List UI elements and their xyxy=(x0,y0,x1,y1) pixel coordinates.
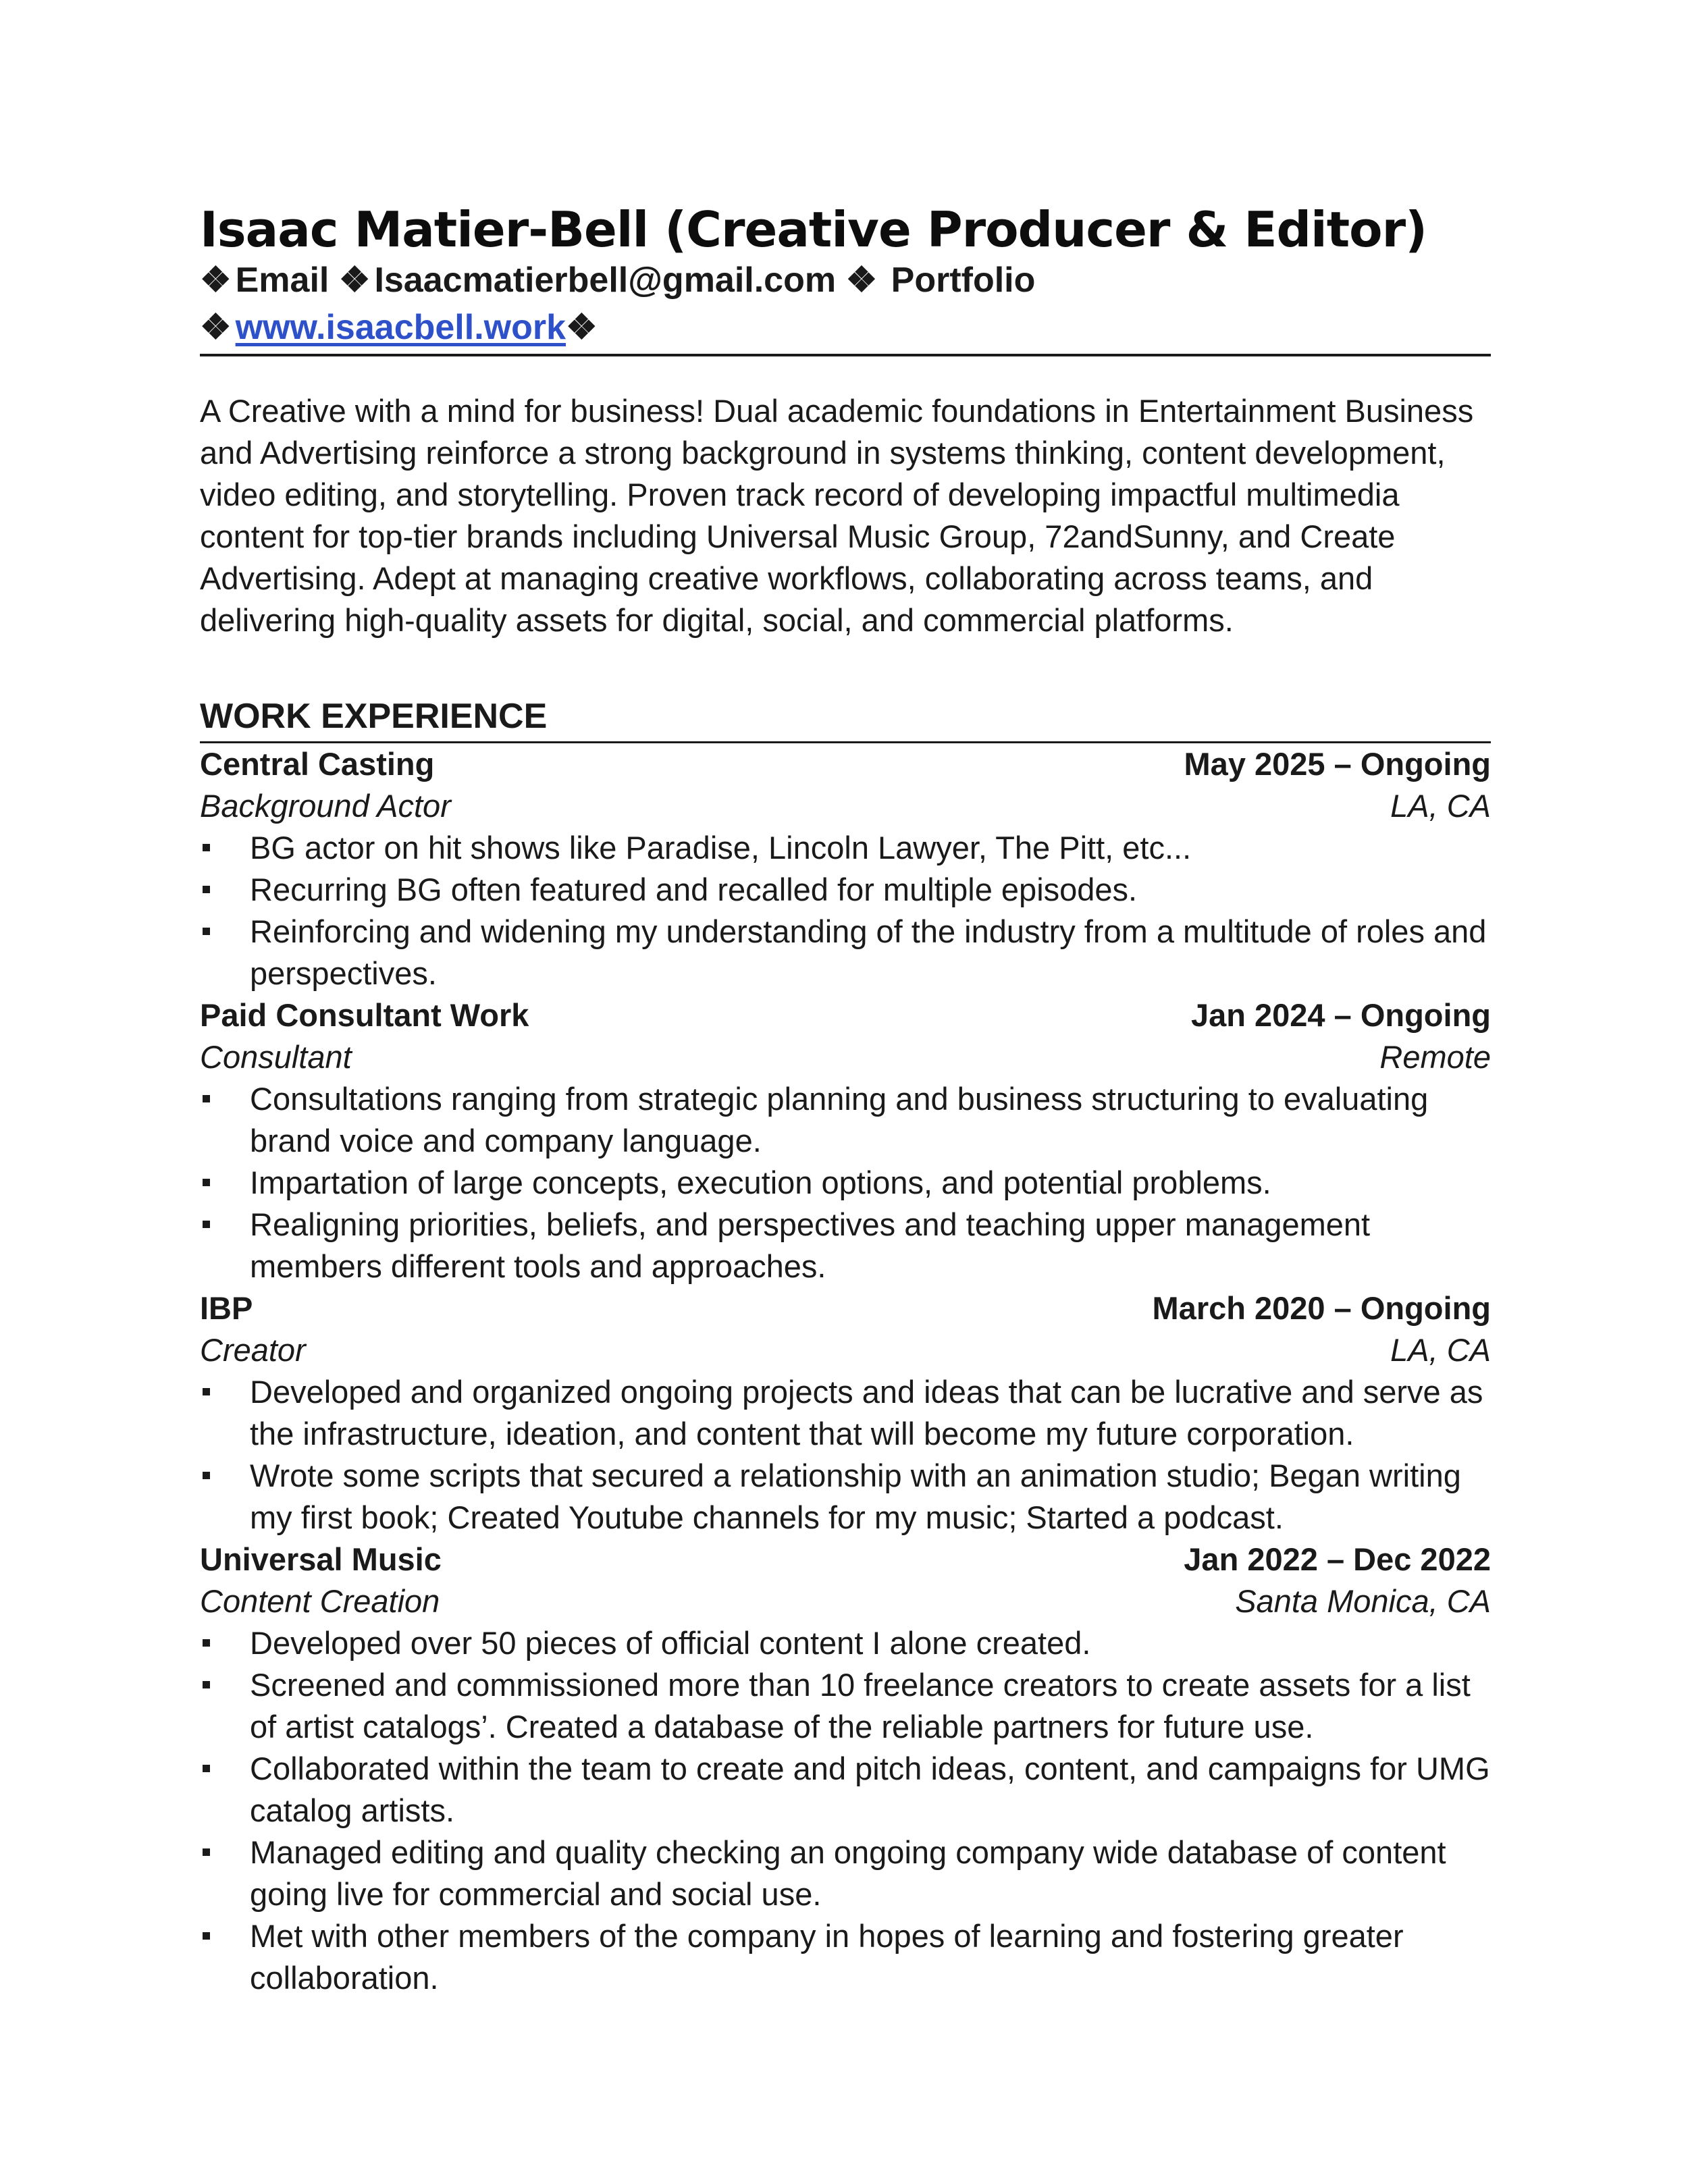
portfolio-label: Portfolio xyxy=(891,261,1036,300)
job-dates: May 2025 – Ongoing xyxy=(1184,746,1491,782)
job-entry xyxy=(200,1287,1491,1539)
square-bullet-icon xyxy=(203,1765,210,1772)
bullet-text: Collaborated within the team to create and pitch ideas, content, and campaigns for UMG catalog artists. xyxy=(250,1751,1490,1828)
bullet-item xyxy=(200,1664,1491,1748)
job-list xyxy=(200,743,1491,1999)
job-entry xyxy=(200,994,1491,1287)
job-entry xyxy=(200,1539,1491,1999)
section-title-work: WORK EXPERIENCE xyxy=(200,697,548,736)
job-bullets xyxy=(200,1622,1491,1999)
job-header xyxy=(200,1287,1491,1329)
job-subheader xyxy=(200,1580,1491,1622)
bullet-text: Screened and commissioned more than 10 freelance creators to create assets for a list of artist catalogs’. Created a database of the reliable partners for future use. xyxy=(250,1667,1471,1744)
square-bullet-icon xyxy=(203,1095,210,1102)
job-bullets xyxy=(200,1371,1491,1539)
square-bullet-icon xyxy=(203,1848,210,1856)
square-bullet-icon xyxy=(203,1388,210,1395)
square-bullet-icon xyxy=(203,1681,210,1688)
square-bullet-icon xyxy=(203,928,210,935)
job-location: LA, CA xyxy=(1390,788,1491,824)
bullet-text: Realigning priorities, beliefs, and perspectives and teaching upper management members different tools and approaches. xyxy=(250,1206,1371,1284)
job-company: Universal Music xyxy=(200,1541,442,1577)
job-subheader xyxy=(200,785,1491,827)
job-role: Content Creation xyxy=(200,1583,440,1619)
bullet-text: Consultations ranging from strategic planning and business structuring to evaluating brand voice and company language. xyxy=(250,1081,1429,1158)
email-address[interactable]: Isaacmatierbell@gmail.com xyxy=(374,261,837,300)
job-entry xyxy=(200,743,1491,994)
diamond-icon: ❖ xyxy=(566,308,598,347)
resume-page xyxy=(200,203,1491,1999)
bullet-item xyxy=(200,1371,1491,1455)
bullet-text: Recurring BG often featured and recalled for multiple episodes. xyxy=(250,872,1138,907)
job-header xyxy=(200,743,1491,785)
bullet-item xyxy=(200,1915,1491,1999)
job-dates: Jan 2022 – Dec 2022 xyxy=(1184,1541,1491,1577)
bullet-text: Impartation of large concepts, execution options, and potential problems. xyxy=(250,1165,1271,1200)
job-bullets xyxy=(200,827,1491,994)
email-label: Email xyxy=(235,261,329,300)
bullet-text: Met with other members of the company in hopes of learning and fostering greater collaboration. xyxy=(250,1918,1404,1996)
job-role: Consultant xyxy=(200,1039,352,1075)
bullet-item xyxy=(200,869,1491,911)
bullet-item xyxy=(200,1455,1491,1539)
bullet-text: Wrote some scripts that secured a relationship with an animation studio; Began writing my first book; Created Youtube channels for my music; Started a podcast. xyxy=(250,1458,1461,1535)
job-location: Remote xyxy=(1379,1039,1491,1075)
website-line xyxy=(200,304,1491,351)
bullet-text: BG actor on hit shows like Paradise, Lincoln Lawyer, The Pitt, etc... xyxy=(250,830,1192,865)
job-location: Santa Monica, CA xyxy=(1235,1583,1491,1619)
job-subheader xyxy=(200,1036,1491,1078)
bullet-text: Managed editing and quality checking an ongoing company wide database of content going live for commercial and social use. xyxy=(250,1834,1446,1912)
job-role: Background Actor xyxy=(200,788,451,824)
job-dates: March 2020 – Ongoing xyxy=(1152,1290,1491,1326)
bullet-item xyxy=(200,911,1491,994)
square-bullet-icon xyxy=(203,1472,210,1479)
bullet-text: Developed and organized ongoing projects and ideas that can be lucrative and serve as the infrastructure, ideation, and content that will become my future corporation. xyxy=(250,1374,1483,1451)
square-bullet-icon xyxy=(203,1221,210,1228)
square-bullet-icon xyxy=(203,1179,210,1186)
job-role: Creator xyxy=(200,1332,306,1368)
job-header xyxy=(200,994,1491,1036)
bullet-item xyxy=(200,1204,1491,1287)
portfolio-link[interactable]: www.isaacbell.work xyxy=(235,308,566,347)
bullet-item xyxy=(200,1622,1491,1664)
job-header xyxy=(200,1539,1491,1580)
square-bullet-icon xyxy=(203,886,210,893)
bullet-item xyxy=(200,1748,1491,1832)
bullet-text: Developed over 50 pieces of official content I alone created. xyxy=(250,1625,1091,1661)
header-divider xyxy=(200,354,1491,356)
diamond-icon: ❖ xyxy=(200,261,232,300)
diamond-icon: ❖ xyxy=(200,308,232,347)
candidate-name: Isaac Matier-Bell (Creative Producer & Editor) xyxy=(200,201,1427,258)
job-company: Paid Consultant Work xyxy=(200,997,529,1033)
job-company: IBP xyxy=(200,1290,253,1326)
square-bullet-icon xyxy=(203,844,210,851)
contact-line xyxy=(200,257,1491,304)
square-bullet-icon xyxy=(203,1932,210,1940)
job-location: LA, CA xyxy=(1390,1332,1491,1368)
bullet-text: Reinforcing and widening my understanding of the industry from a multitude of roles and perspectives. xyxy=(250,913,1487,991)
diamond-icon: ❖ xyxy=(338,261,371,300)
bullet-item xyxy=(200,1832,1491,1915)
bullet-item xyxy=(200,1162,1491,1204)
square-bullet-icon xyxy=(203,1639,210,1647)
job-bullets xyxy=(200,1078,1491,1287)
diamond-icon: ❖ xyxy=(845,261,878,300)
bullet-item xyxy=(200,827,1491,869)
job-company: Central Casting xyxy=(200,746,435,782)
summary-paragraph: A Creative with a mind for business! Dual academic foundations in Entertainment Business and Advertising reinforce a strong background in systems thinking, content development, video editing, and storytelling. Proven track record of developing impactful multimedia content for top-tier brands including Universal Music Group, 72andSunny, and Create Advertising. Adept at managing creative workflows, collaborating across teams, and delivering high-quality assets for digital, social, and commercial platforms. xyxy=(200,393,1474,638)
job-subheader xyxy=(200,1329,1491,1371)
job-dates: Jan 2024 – Ongoing xyxy=(1190,997,1491,1033)
bullet-item xyxy=(200,1078,1491,1162)
